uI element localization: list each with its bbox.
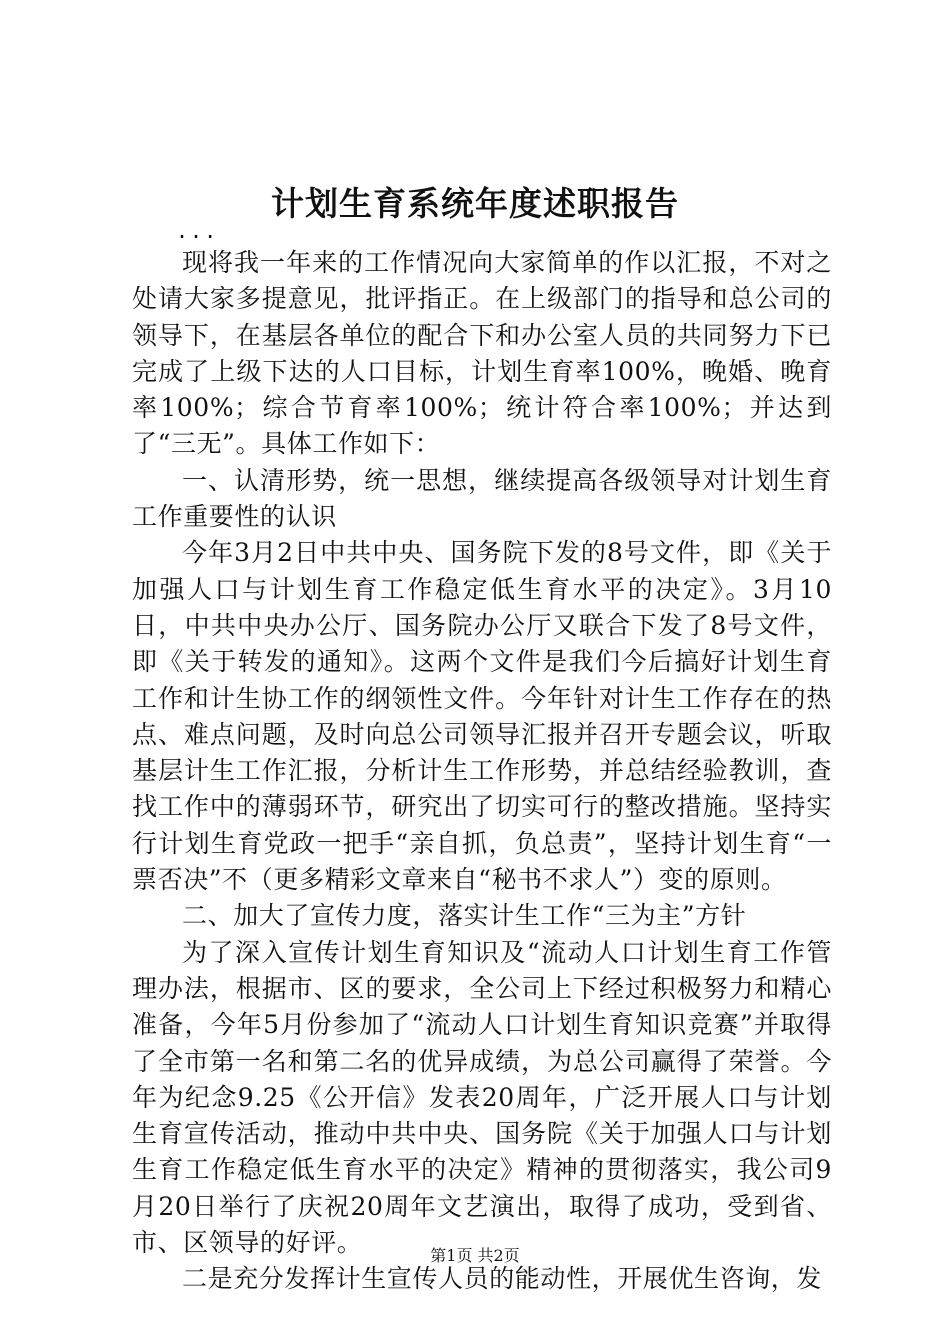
section-heading-2: 二、加大了宣传力度，落实计生工作“三为主”方针	[182, 901, 747, 931]
document-body	[132, 245, 832, 1298]
page-footer: 第1页 共2页	[430, 1246, 520, 1265]
paragraph-section-2: 为了深入宣传计划生育知识及“流动人口计划生育工作管理办法，根据市、区的要求，全公司上下经过积极努力和精心准备，今年5月份参加了“流动人口计划生育知识竞赛”并取得了全市第一名和第二名的优异成绩，为总公司赢得了荣誉。今年为纪念9.25《公开信》发表20周年，广泛开展人口与计划生育宣传活动，推动中共中央、国务院《关于加强人口与计划生育工作稳定低生育水平的决定》精神的贯彻落实，我公司9月20日举行了庆祝20周年文艺演出，取得了成功，受到省、市、区领导的好评。	[132, 937, 832, 1258]
paragraph-intro: 现将我一年来的工作情况向大家简单的作以汇报，不对之处请大家多提意见，批评指正。在上级部门的指导和总公司的领导下，在基层各单位的配合下和办公室人员的共同努力下已完成了上级下达的人口目标，计划生育率100%，晚婚、晚育率100%；综合节育率100%；统计符合率100%；并达到了“三无”。具体工作如下：	[132, 248, 832, 459]
document-title: 计划生育系统年度述职报告	[271, 184, 679, 223]
paragraph-section-2-continued: 二是充分发挥计生宣传人员的能动性，开展优生咨询，发	[182, 1264, 823, 1294]
paragraph-section-1: 今年3月2日中共中央、国务院下发的8号文件，即《关于加强人口与计划生育工作稳定低生育水平的决定》。3月10日，中共中央办公厅、国务院办公厅又联合下发了8号文件，即《关于转发的通知》。这两个文件是我们今后搞好计划生育工作和计生协工作的纲领性文件。今年针对计生工作存在的热点、难点问题，及时向总公司领导汇报并召开专题会议，听取基层计生工作汇报，分析计生工作形势，并总结经验教训，查找工作中的薄弱环节，研究出了切实可行的整改措施。坚持实行计划生育党政一把手“亲自抓，负总责”，坚持计划生育“一票否决”不（更多精彩文章来自“秘书不求人”）变的原则。	[132, 538, 832, 895]
section-heading-1: 一、认清形势，统一思想，继续提高各级领导对计划生育工作重要性的认识	[132, 465, 832, 532]
ellipsis-text: ...	[176, 219, 219, 243]
